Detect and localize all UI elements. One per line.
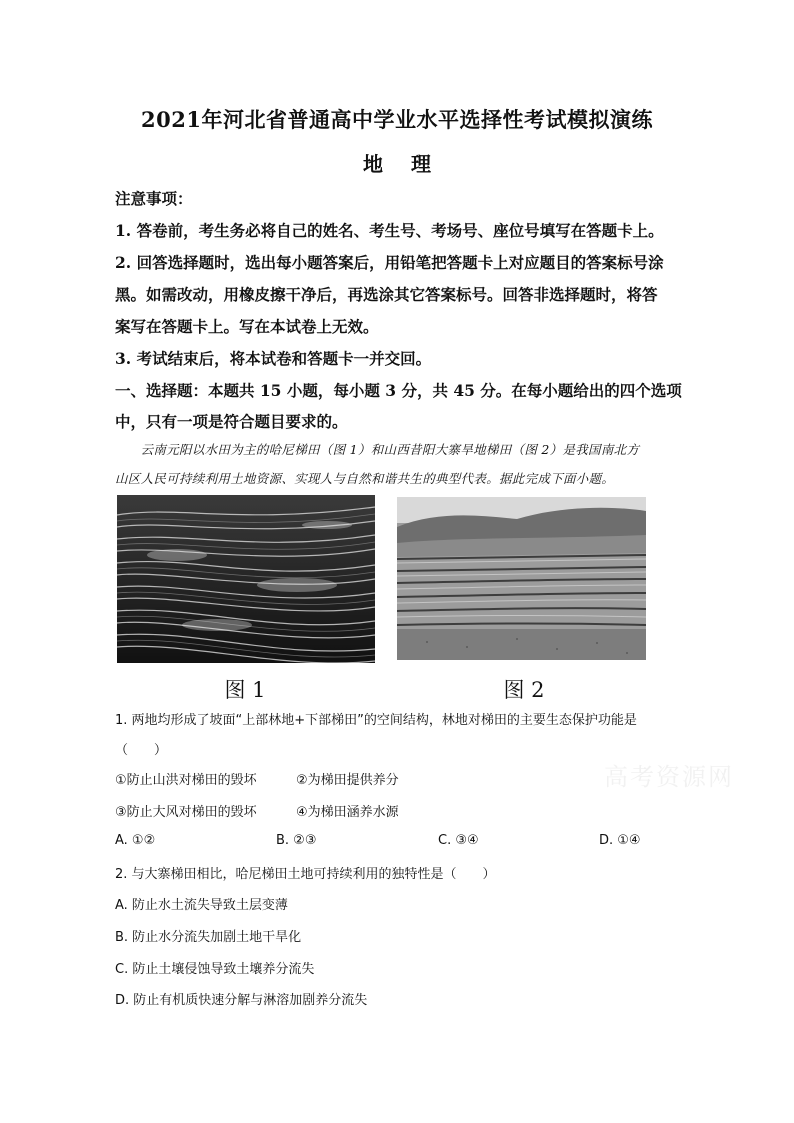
rice-terrace-image xyxy=(117,495,375,663)
question-1-stem: 1. 两地均形成了坡面“上部林地+下部梯田”的空间结构，林地对梯田的主要生态保护功能是 xyxy=(115,713,637,728)
question-1-statement-3: ③防止大风对梯田的毁坏 xyxy=(115,805,257,820)
question-1-stem-cont: （ ） xyxy=(115,743,168,758)
figure-2-caption: 图 2 xyxy=(503,678,545,702)
section-line-1: 一、选择题：本题共 15 小题，每小题 3 分，共 45 分。在每小题给出的四个选项 xyxy=(115,381,682,400)
exam-title: 2021年河北省普通高中学业水平选择性考试模拟演练 xyxy=(141,107,653,132)
question-2-option-c[interactable]: C. 防止土壤侵蚀导致土壤养分流失 xyxy=(115,962,315,977)
notice-line-1: 1. 答卷前，考生务必将自己的姓名、考生号、考场号、座位号填写在答题卡上。 xyxy=(115,221,664,240)
question-2-option-d[interactable]: D. 防止有机质快速分解与淋溶加剧养分流失 xyxy=(115,993,368,1008)
figure-1-caption: 图 1 xyxy=(224,678,266,702)
question-1-statement-4: ④为梯田涵养水源 xyxy=(296,805,399,820)
question-1-option-a[interactable]: A. ①② xyxy=(115,833,156,848)
notice-heading: 注意事项： xyxy=(115,189,193,208)
dry-terrace-image xyxy=(397,497,646,660)
notice-line-4: 案写在答题卡上。写在本试卷上无效。 xyxy=(115,317,379,336)
question-1-statement-2: ②为梯田提供养分 xyxy=(296,773,399,788)
question-2-stem: 2. 与大寨梯田相比，哈尼梯田土地可持续利用的独特性是（ ） xyxy=(115,867,496,882)
question-2-option-b[interactable]: B. 防止水分流失加剧土地干旱化 xyxy=(115,930,302,945)
passage-line-2: 山区人民可持续利用土地资源、实现人与自然和谐共生的典型代表。据此完成下面小题。 xyxy=(115,471,615,486)
subject-char-2: 理 xyxy=(411,152,431,176)
question-2-option-a[interactable]: A. 防止水土流失导致土层变薄 xyxy=(115,898,288,913)
figure-1-photo xyxy=(117,495,375,663)
notice-line-2: 2. 回答选择题时，选出每小题答案后，用铅笔把答题卡上对应题目的答案标号涂 xyxy=(115,253,664,272)
question-1-option-d[interactable]: D. ①④ xyxy=(599,833,641,848)
question-1-statement-1: ①防止山洪对梯田的毁坏 xyxy=(115,773,257,788)
figure-2-photo xyxy=(397,497,646,660)
question-1-option-c[interactable]: C. ③④ xyxy=(438,833,479,848)
notice-line-5: 3. 考试结束后，将本试卷和答题卡一并交回。 xyxy=(115,349,432,368)
watermark: 高考资源网 xyxy=(604,763,734,791)
notice-line-3: 黑。如需改动，用橡皮擦干净后，再选涂其它答案标号。回答非选择题时，将答 xyxy=(115,285,658,304)
section-line-2: 中，只有一项是符合题目要求的。 xyxy=(115,412,348,431)
subject-title xyxy=(0,148,794,177)
passage-line-1: 云南元阳以水田为主的哈尼梯田（图 1）和山西昔阳大寨旱地梯田（图 2）是我国南北方 xyxy=(115,442,640,457)
question-1-option-b[interactable]: B. ②③ xyxy=(276,833,317,848)
subject-char-1: 地 xyxy=(363,152,383,176)
